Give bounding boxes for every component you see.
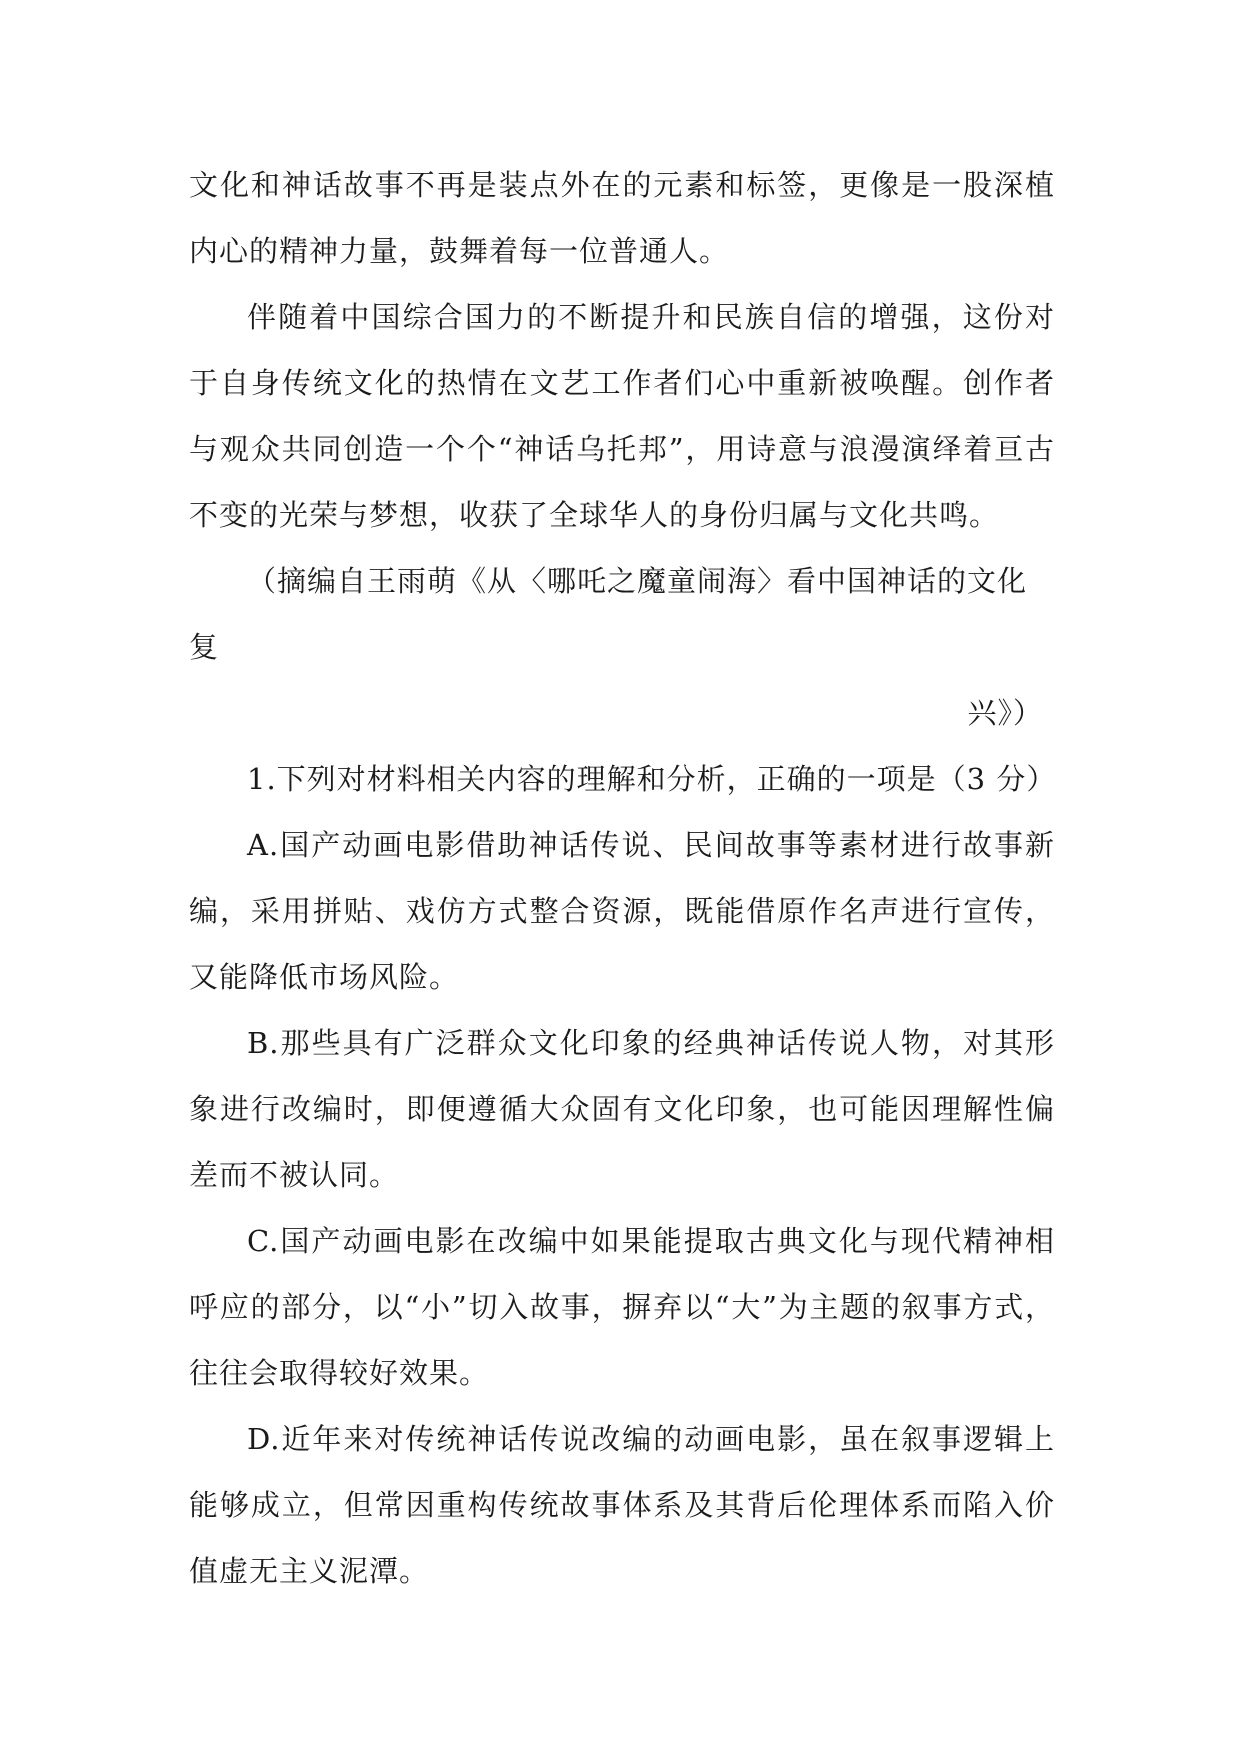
option-c: C.国产动画电影在改编中如果能提取古典文化与现代精神相呼应的部分，以“小”切入故事，摒弃以“大”为主题的叙事方式，往往会取得较好效果。 bbox=[189, 1224, 1055, 1390]
option-a: A.国产动画电影借助神话传说、民间故事等素材进行故事新编，采用拼贴、戏仿方式整合资源，既能借原作名声进行宣传，又能降低市场风险。 bbox=[189, 828, 1055, 994]
source-citation: （摘编自王雨萌《从〈哪吒之魔童闹海〉看中国神话的文化复 bbox=[189, 564, 1028, 664]
paragraph-cultural-revival: 伴随着中国综合国力的不断提升和民族自信的增强，这份对于自身传统文化的热情在文艺工作者们心中重新被唤醒。创作者与观众共同创造一个个“神话乌托邦”，用诗意与浪漫演绎着亘古不变的光荣与梦想，收获了全球华人的身份归属与文化共鸣。 bbox=[189, 300, 1055, 532]
document-content bbox=[189, 152, 1055, 1604]
paragraph-continuation: 文化和神话故事不再是装点外在的元素和标签，更像是一股深植内心的精神力量，鼓舞着每一位普通人。 bbox=[189, 168, 1055, 268]
option-d: D.近年来对传统神话传说改编的动画电影，虽在叙事逻辑上能够成立，但常因重构传统故事体系及其背后伦理体系而陷入价值虚无主义泥潭。 bbox=[189, 1422, 1055, 1588]
option-b: B.那些具有广泛群众文化印象的经典神话传说人物，对其形象进行改编时，即便遵循大众固有文化印象，也可能因理解性偏差而不被认同。 bbox=[189, 1026, 1055, 1192]
source-citation-end: 兴》） bbox=[967, 696, 1043, 730]
question-stem: 1.下列对材料相关内容的理解和分析，正确的一项是（3 分） bbox=[247, 762, 1057, 796]
